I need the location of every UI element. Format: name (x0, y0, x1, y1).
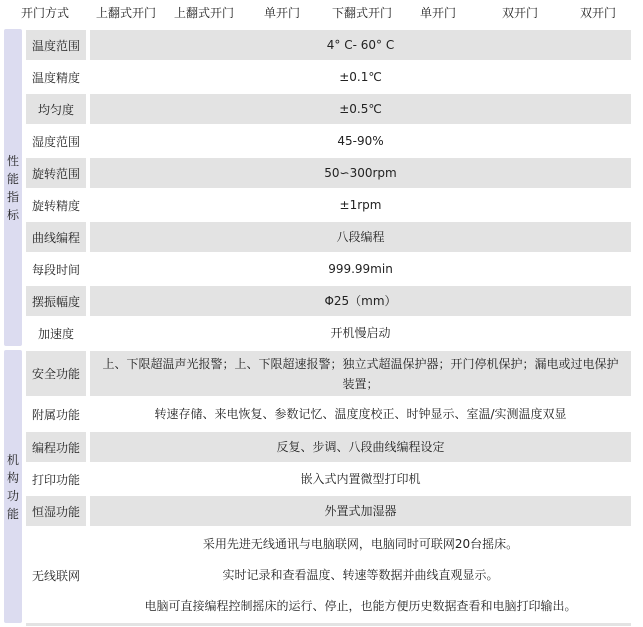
row-temperature-range (0, 30, 643, 60)
group-performance-char: 能 (6, 171, 19, 186)
row-auxiliary-function (0, 398, 643, 430)
group-mechanism-char: 机 (6, 452, 19, 467)
row-label: 温度范围 (26, 30, 86, 60)
header-col-bottom-flip: 下翻式开门 (331, 6, 392, 20)
row-print-function (0, 464, 643, 494)
row-humidity-function (0, 496, 643, 526)
header-col-single-2: 单开门 (419, 6, 456, 20)
row-value: 反复、步调、八段曲线编程设定 (90, 432, 631, 462)
wireless-lines (90, 528, 631, 622)
row-value: 50∽300rpm (90, 158, 631, 188)
row-value: 45-90% (337, 134, 384, 148)
group-performance-char: 指 (6, 189, 19, 204)
row-uniformity (0, 94, 643, 124)
row-label: 均匀度 (26, 94, 86, 124)
row-swing-amplitude (0, 286, 643, 316)
header-col-top-flip-1: 上翻式开门 (95, 6, 156, 20)
row-temperature-precision (0, 62, 643, 92)
wireless-line: 电脑可直接编程控制摇床的运行、停止，也能方便历史数据查看和电脑打印输出。 (144, 599, 577, 614)
row-label: 无线联网 (31, 568, 80, 583)
row-label: 湿度范围 (31, 134, 80, 149)
row-rotation-range (0, 158, 643, 188)
wireless-line: 实时记录和查看温度、转速等数据并曲线直观显示。 (222, 567, 499, 582)
header-col-single-1: 单开门 (263, 6, 300, 20)
row-value: 转速存储、来电恢复、参数记忆、温度度校正、时钟显示、室温/实测温度双显 (154, 407, 567, 421)
row-label: 曲线编程 (26, 222, 86, 252)
group-performance-char: 性 (6, 153, 19, 168)
header-col-double-1: 双开门 (501, 6, 538, 20)
row-value: Φ25（mm） (90, 286, 631, 316)
header-col-open-method: 开门方式 (20, 6, 69, 20)
row-value: 开机慢启动 (330, 326, 391, 340)
table-bottom-border (26, 623, 631, 626)
row-segment-time (0, 254, 643, 284)
table-header (0, 0, 643, 27)
group-mechanism-char: 构 (6, 470, 19, 485)
header-col-double-2: 双开门 (579, 6, 616, 20)
row-safety-function (0, 351, 643, 396)
row-value: 外置式加湿器 (90, 496, 631, 526)
row-label: 摆振幅度 (26, 286, 86, 316)
wireless-line: 采用先进无线通讯与电脑联网，电脑同时可联网20台摇床。 (202, 536, 519, 551)
row-value: ±1rpm (339, 198, 382, 212)
group-mechanism-char: 能 (6, 506, 19, 521)
row-value: 4° C- 60° C (90, 30, 631, 60)
row-value: 999.99min (328, 262, 393, 276)
row-value: 八段编程 (90, 222, 631, 252)
row-label: 打印功能 (31, 472, 80, 487)
row-label: 旋转精度 (31, 198, 80, 213)
row-label: 编程功能 (26, 432, 86, 462)
row-acceleration (0, 318, 643, 348)
header-col-top-flip-2: 上翻式开门 (173, 6, 234, 20)
row-value: ±0.1℃ (339, 70, 382, 84)
row-humidity-range (0, 126, 643, 156)
row-curve-programming (0, 222, 643, 252)
row-label: 加速度 (37, 326, 74, 341)
row-rotation-precision (0, 190, 643, 220)
row-label: 旋转范围 (26, 158, 86, 188)
row-label: 安全功能 (26, 351, 86, 396)
row-value: 嵌入式内置微型打印机 (300, 472, 421, 486)
row-value: 上、下限超温声光报警；上、下限超速报警；独立式超温保护器；开门停机保护；漏电或过电保护装置； (90, 351, 631, 396)
group-performance-char: 标 (6, 207, 19, 222)
group-mechanism-char: 功 (6, 488, 19, 503)
row-label: 温度精度 (31, 70, 80, 85)
row-label: 附属功能 (31, 407, 80, 422)
row-label: 恒湿功能 (26, 496, 86, 526)
row-wireless-network (0, 528, 643, 622)
row-programming-function (0, 432, 643, 462)
row-value: ±0.5℃ (90, 94, 631, 124)
row-label: 每段时间 (31, 262, 80, 277)
